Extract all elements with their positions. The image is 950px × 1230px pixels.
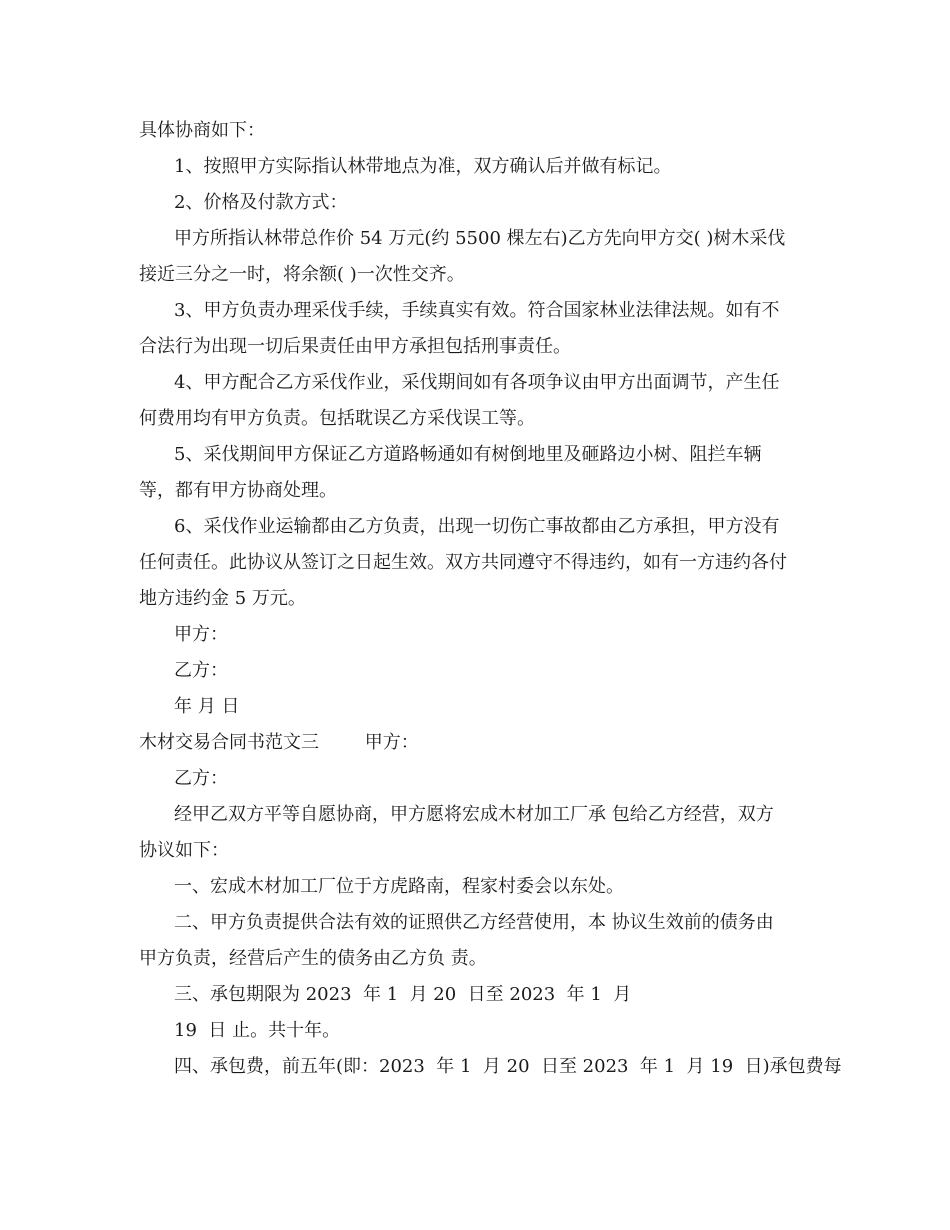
text-line: 四、承包费，前五年(即：2023 年 1 月 20 日至 2023 年 1 月 19 日)承包费每 [174, 1056, 842, 1077]
text-line: 任何责任。此协议从签订之日起生效。双方共同遵守不得违约，如有一方违约各付 [139, 552, 787, 573]
text-line: 三、承包期限为 2023 年 1 月 20 日至 2023 年 1 月 [174, 984, 632, 1005]
section-title: 木材交易合同书范文三 甲方： [139, 732, 419, 753]
text-line: 经甲乙双方平等自愿协商，甲方愿将宏成木材加工厂承 包给乙方经营，双方 [174, 804, 774, 825]
signature-line-party-b: 乙方： [174, 660, 228, 681]
text-line: 二、甲方负责提供合法有效的证照供乙方经营使用，本 协议生效前的债务由 [174, 912, 774, 933]
date-line: 年 月 日 [174, 696, 240, 717]
text-line: 等，都有甲方协商处理。 [139, 480, 337, 501]
text-line: 具体协商如下： [139, 120, 265, 141]
text-line: 地方违约金 5 万元。 [139, 588, 306, 609]
text-line: 6、采伐作业运输都由乙方负责，出现一切伤亡事故都由乙方承担，甲方没有 [174, 516, 780, 537]
text-line: 甲方负责，经营后产生的债务由乙方负 责。 [139, 948, 487, 969]
text-line: 何费用均有甲方负责。包括耽误乙方采伐误工等。 [139, 408, 535, 429]
text-line: 接近三分之一时，将余额( )一次性交齐。 [139, 264, 465, 285]
text-line: 3、甲方负责办理采伐手续，手续真实有效。符合国家林业法律法规。如有不 [174, 300, 780, 321]
text-line: 乙方： [174, 768, 228, 789]
signature-line-party-a: 甲方： [174, 624, 228, 645]
text-line: 一、宏成木材加工厂位于方虎路南，程家村委会以东处。 [174, 876, 624, 897]
text-line: 协议如下： [139, 840, 229, 861]
text-line: 2、价格及付款方式： [174, 192, 348, 213]
document-body [139, 113, 842, 1085]
text-line: 1、按照甲方实际指认林带地点为准，双方确认后并做有标记。 [174, 156, 672, 177]
text-line: 甲方所指认林带总作价 54 万元(约 5500 棵左右)乙方先向甲方交( )树木采伐 [174, 228, 786, 249]
text-line: 合法行为出现一切后果责任由甲方承担包括刑事责任。 [139, 336, 571, 357]
text-line: 19 日 止。共十年。 [174, 1020, 341, 1041]
text-line: 5、采伐期间甲方保证乙方道路畅通如有树倒地里及砸路边小树、阻拦车辆 [174, 444, 762, 465]
text-line: 4、甲方配合乙方采伐作业，采伐期间如有各项争议由甲方出面调节，产生任 [174, 372, 780, 393]
